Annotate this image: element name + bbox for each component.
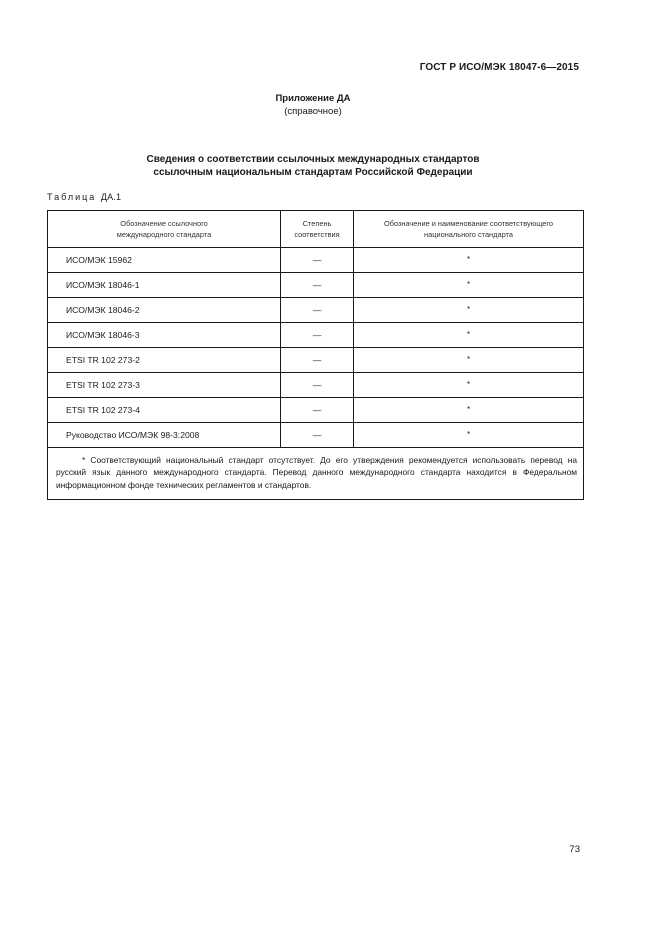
table-footnote-row <box>48 448 584 500</box>
table-row <box>48 248 584 273</box>
cell-reference: ETSI TR 102 273-2 <box>48 348 281 373</box>
table-row <box>48 373 584 398</box>
cell-reference: Руководство ИСО/МЭК 98-3:2008 <box>48 423 281 448</box>
cell-reference: ИСО/МЭК 15962 <box>48 248 281 273</box>
table-footnote <box>48 448 584 500</box>
section-heading-line-2: ссылочным национальным стандартам Российской Федерации <box>153 167 473 178</box>
table-header-row <box>48 211 584 248</box>
document-code: ГОСТ Р ИСО/МЭК 18047-6—2015 <box>419 62 579 73</box>
section-heading <box>0 153 626 179</box>
annex-title: Приложение ДА <box>275 93 351 104</box>
table-caption-number: ДА.1 <box>100 192 122 202</box>
cell-degree: — <box>281 398 354 423</box>
cell-national: * <box>354 248 584 273</box>
cell-degree: — <box>281 298 354 323</box>
cell-degree: — <box>281 273 354 298</box>
table-row <box>48 348 584 373</box>
cell-reference: ИСО/МЭК 18046-3 <box>48 323 281 348</box>
cell-reference: ИСО/МЭК 18046-2 <box>48 298 281 323</box>
cell-national: * <box>354 273 584 298</box>
column-header-degree: Степень соответствия <box>281 211 354 248</box>
cell-national: * <box>354 348 584 373</box>
cell-reference: ETSI TR 102 273-4 <box>48 398 281 423</box>
cell-reference: ИСО/МЭК 18046-1 <box>48 273 281 298</box>
cell-national: * <box>354 298 584 323</box>
cell-national: * <box>354 398 584 423</box>
table-row <box>48 423 584 448</box>
cell-national: * <box>354 423 584 448</box>
annex-subtitle: (справочное) <box>284 106 342 117</box>
column-header-national: Обозначение и наименование соответствующего национального стандарта <box>354 211 584 248</box>
cell-degree: — <box>281 348 354 373</box>
section-heading-line-1: Сведения о соответствии ссылочных международных стандартов <box>146 154 480 165</box>
column-header-reference: Обозначение ссылочного международного стандарта <box>48 211 281 248</box>
annex-block <box>0 92 626 118</box>
page-number: 73 <box>569 844 580 855</box>
cell-degree: — <box>281 248 354 273</box>
cell-degree: — <box>281 323 354 348</box>
table-row <box>48 273 584 298</box>
table-row <box>48 323 584 348</box>
table-footnote-text: * Соответствующий национальный стандарт отсутствует. До его утверждения рекомендуется использовать перевод на русский язык данного международного стандарта. Перевод данного международного стандарта находится в Федеральном информационном фонде технических регламентов и стандартов. <box>56 455 577 490</box>
cell-degree: — <box>281 373 354 398</box>
cell-degree: — <box>281 423 354 448</box>
cell-national: * <box>354 373 584 398</box>
table-caption <box>47 192 121 202</box>
cell-reference: ETSI TR 102 273-3 <box>48 373 281 398</box>
table-row <box>48 398 584 423</box>
cell-national: * <box>354 323 584 348</box>
table-row <box>48 298 584 323</box>
table-caption-label: Таблица <box>47 192 97 202</box>
correspondence-table <box>47 210 584 500</box>
